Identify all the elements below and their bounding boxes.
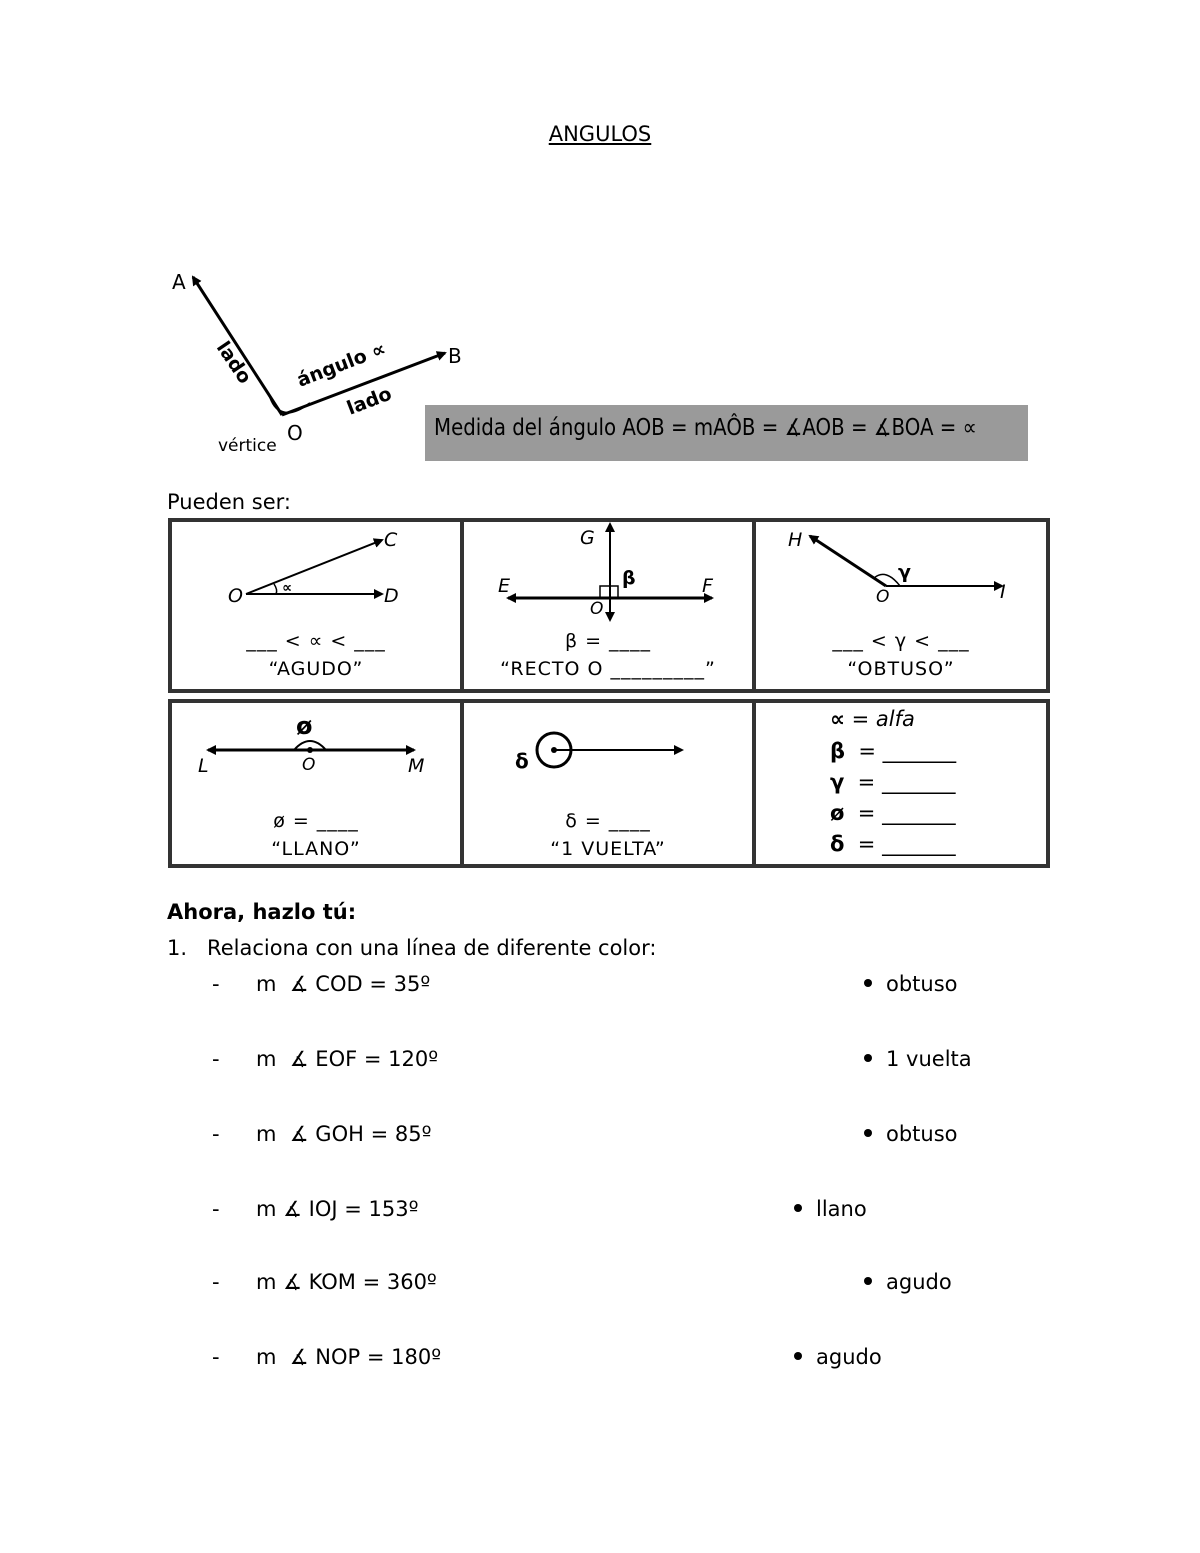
exercise-dash: - <box>212 1047 220 1071</box>
legend-alpha: ∝ = alfa <box>830 707 915 731</box>
legend-delta: δ = _______ <box>830 832 956 856</box>
exercise-answer: obtuso <box>864 972 958 996</box>
exercise-dash: - <box>212 1197 220 1221</box>
obtuso-h-label: H <box>788 529 803 551</box>
exercise-expr-goh: m ∡ GOH = 85º <box>256 1122 432 1146</box>
exercise-expr-kom: m ∡ KOM = 360º <box>256 1270 437 1294</box>
agudo-alpha: ∝ <box>282 580 292 596</box>
exercise-answer: llano <box>794 1197 867 1221</box>
exercise-answer: obtuso <box>864 1122 958 1146</box>
recto-f-label: F <box>702 575 713 597</box>
angle-label: ángulo ∝ <box>293 337 389 392</box>
llano-phi: ø <box>296 712 313 740</box>
llano-o-label: O <box>302 755 316 775</box>
llano-name: “LLANO” <box>271 838 361 860</box>
legend-phi: ø = _______ <box>830 801 956 825</box>
side-label-1: lado <box>211 337 256 388</box>
point-o-label: O <box>287 421 303 445</box>
vuelta-delta: δ <box>515 749 529 773</box>
exercise-expr-nop: m ∡ NOP = 180º <box>256 1345 442 1369</box>
side-oa-line <box>193 277 282 415</box>
agudo-c-label: C <box>384 529 398 551</box>
bullet-icon <box>864 1054 872 1062</box>
bullet-icon <box>864 979 872 987</box>
agudo-name: “AGUDO” <box>268 658 364 680</box>
page-title: ANGULOS <box>548 122 652 146</box>
agudo-d-label: D <box>384 585 399 607</box>
exercise-expr-ioj: m ∡ IOJ = 153º <box>256 1197 419 1221</box>
obtuso-i-label: I <box>1000 581 1006 603</box>
bullet-icon <box>864 1129 872 1137</box>
recto-o-label: O <box>590 599 604 619</box>
exercise-answer: 1 vuelta <box>864 1047 972 1071</box>
exercise-expr-cod: m ∡ COD = 35º <box>256 972 431 996</box>
recto-g-label: G <box>580 527 595 549</box>
point-b-label: B <box>448 344 462 368</box>
recto-name: “RECTO O _________” <box>500 658 716 680</box>
exercise-answer: agudo <box>794 1345 882 1369</box>
vuelta-name: “1 VUELTA” <box>550 838 666 860</box>
bullet-icon <box>864 1277 872 1285</box>
bullet-icon <box>794 1204 802 1212</box>
agudo-o-label: O <box>228 585 243 607</box>
side-label-2: lado <box>343 382 395 420</box>
exercise-answer: agudo <box>864 1270 952 1294</box>
recto-beta: β <box>622 567 636 589</box>
vertex-label: vértice <box>218 436 277 456</box>
obtuso-formula: ___ < γ < ___ <box>832 630 970 652</box>
vuelta-formula: δ = ____ <box>565 810 651 832</box>
exercise-dash: - <box>212 972 220 996</box>
exercise-dash: - <box>212 1345 220 1369</box>
recto-formula: β = ____ <box>564 630 652 652</box>
measure-text: Medida del ángulo AOB = mAÔB = ∡AOB = ∡BOA = ∝ <box>434 415 977 441</box>
exercise-expr-eof: m ∡ EOF = 120º <box>256 1047 439 1071</box>
legend-beta: β = _______ <box>830 739 957 763</box>
exercise-dash: - <box>212 1122 220 1146</box>
exercise-dash: - <box>212 1270 220 1294</box>
llano-l-label: L <box>198 755 209 777</box>
obtuso-o-label: O <box>876 587 890 607</box>
agudo-formula: ___ < ∝ < ___ <box>246 630 386 652</box>
exercise-instruction: 1. Relaciona con una línea de diferente color: <box>167 936 657 960</box>
llano-m-label: M <box>408 755 425 777</box>
exercise-heading: Ahora, hazlo tú: <box>167 900 357 924</box>
obtuso-name: “OBTUSO” <box>847 658 955 680</box>
legend-gamma: γ = _______ <box>830 770 956 794</box>
bullet-icon <box>794 1352 802 1360</box>
point-a-label: A <box>172 270 186 294</box>
recto-e-label: E <box>498 575 511 597</box>
obtuso-gamma: γ <box>898 561 911 583</box>
llano-formula: ø = ____ <box>273 810 359 832</box>
pueden-ser-label: Pueden ser: <box>167 490 291 514</box>
